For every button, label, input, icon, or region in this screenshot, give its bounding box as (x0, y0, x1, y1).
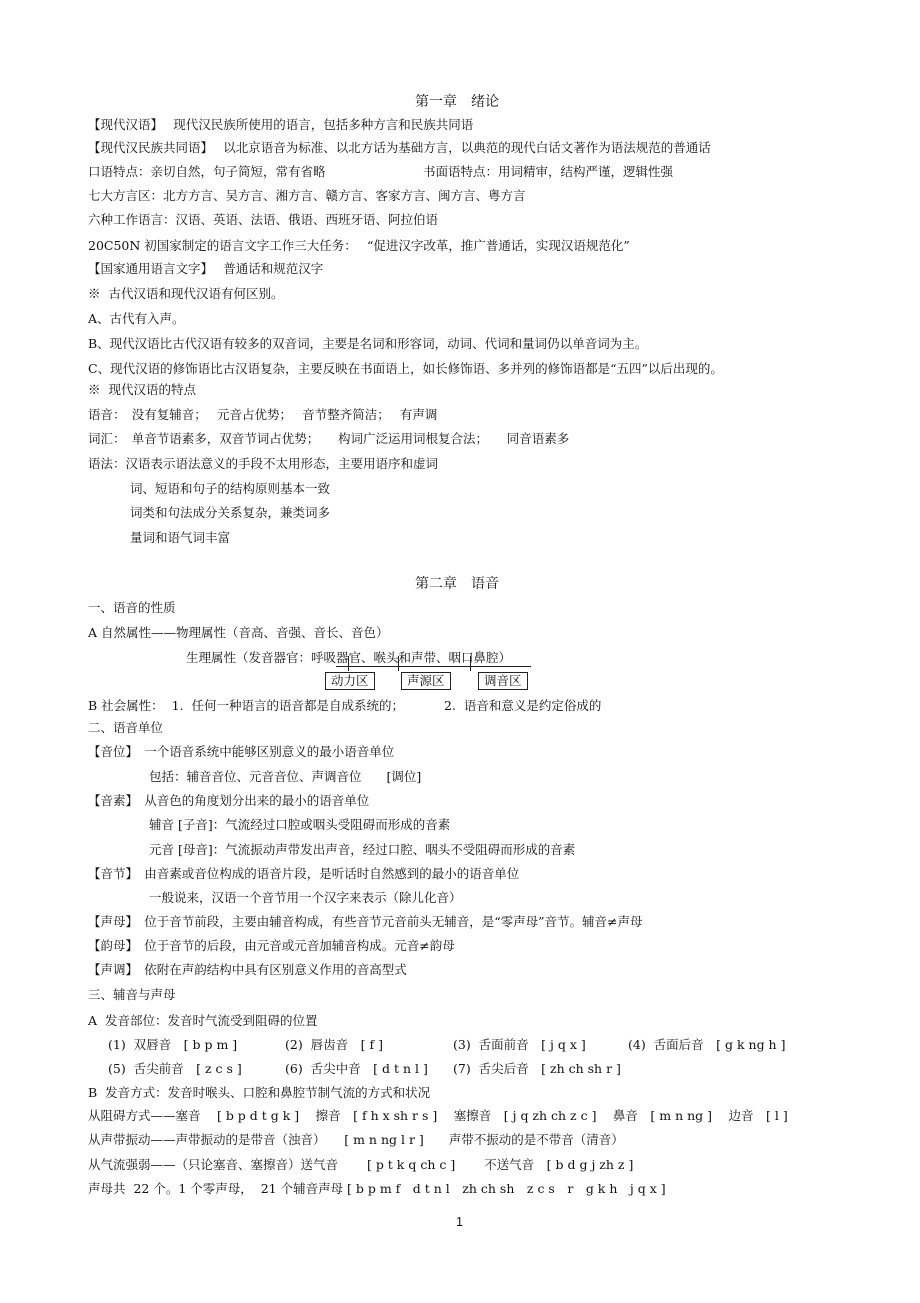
connector-line (398, 656, 399, 671)
final-definition: 【韵母】 位于音节的后段，由元音或元音加辅音构成。元音≠韵母 (88, 938, 455, 953)
difference-b: B、现代汉语比古代汉语有较多的双音词，主要是名词和形容词，动词、代词和量词仍以单音词为主。 (88, 336, 648, 351)
section-units: 二、语音单位 (88, 720, 164, 735)
articulation-manner: B 发音方式：发音时喉头、口腔和鼻腔节制气流的方式和状况 (88, 1085, 431, 1100)
grammar-point-3: 量词和语气词丰富 (130, 530, 231, 545)
phone-definition: 【音素】 从音色的角度划分出来的最小的语音单位 (88, 793, 370, 808)
place-retroflex: (7) 舌尖后音 [ zh ch sh r ] (453, 1061, 621, 1076)
consonant-definition: 辅音 [子音]：气流经过口腔或咽头受阻碍而形成的音素 (149, 817, 451, 832)
section-consonants: 三、辅音与声母 (88, 987, 176, 1002)
physiological-attribute: 生理属性（发音器官：呼吸器官、喉头和声带、咽口鼻腔） (186, 650, 512, 665)
phoneme-includes: 包括：辅音音位、元音音位、声调音位 [调位] (149, 769, 422, 784)
features-grammar: 语法：汉语表示语法意义的手段不太用形态，主要用语序和虚词 (88, 456, 439, 471)
national-common-language: 【国家通用语言文字】 普通话和规范汉字 (88, 261, 324, 276)
chapter1-title: 第一章 绪论 (415, 94, 499, 110)
place-alveolar: (6) 舌尖中音 [ d t n l ] (285, 1061, 428, 1076)
manner-obstruction: 从阻碍方式——塞音 [ b p d t g k ] 擦音 [ f h x sh r s ] 塞擦音 [ j q zh ch z c ] 鼻音 [ m n ng ] 边音 [ l ] (88, 1108, 788, 1123)
organ-underline (336, 666, 531, 667)
articulation-place: A 发音部位：发音时气流受到阻碍的位置 (88, 1013, 318, 1028)
dialect-areas: 七大方言区：北方方言、吴方言、湘方言、赣方言、客家方言、闽方言、粤方言 (88, 188, 526, 203)
spoken-features: 口语特点：亲切自然，句子简短，常有省略 (88, 164, 326, 179)
features-vocabulary: 词汇： 单音节语素多，双音节词占优势； 构词广泛运用词根复合法； 同音语素多 (88, 431, 570, 446)
box-sound-source-zone: 声源区 (401, 672, 451, 690)
page-number: 1 (456, 1215, 463, 1229)
question-differences: ※ 古代汉语和现代汉语有何区别。 (88, 286, 284, 301)
manner-aspiration: 从气流强弱——（只论塞音、塞擦音）送气音 [ p t k q ch c ] 不送气音 [ b d g j zh z ] (88, 1157, 634, 1172)
natural-attribute: A 自然属性——物理属性（音高、音强、音长、音色） (88, 625, 389, 640)
social-attribute-2: 2. 语音和意义是约定俗成的 (444, 698, 602, 713)
definition-common-language: 【现代汉民族共同语】 以北京语音为标准、以北方话为基础方言，以典范的现代白话文著作为语法规范的普通话 (88, 140, 711, 155)
chapter2-title: 第二章 语音 (415, 576, 499, 592)
place-dental: (5) 舌尖前音 [ z c s ] (108, 1061, 242, 1076)
place-velar: (4) 舌面后音 [ g k ng h ] (628, 1037, 786, 1052)
three-tasks: 20C50N 初国家制定的语言文字工作三大任务： “促进汉字改革，推广普通话，实现汉语规范化” (88, 238, 630, 253)
tone-definition: 【声调】 依附在声韵结构中具有区别意义作用的音高型式 (88, 962, 407, 977)
written-features: 书面语特点：用词精审，结构严谨，逻辑性强 (423, 164, 674, 179)
social-attribute: B 社会属性： 1. 任何一种语言的语音都是自成系统的； (88, 698, 404, 713)
phoneme-definition: 【音位】 一个语音系统中能够区别意义的最小语音单位 (88, 744, 395, 759)
box-articulation-zone: 调音区 (478, 672, 528, 690)
syllable-note: 一般说来，汉语一个音节用一个汉字来表示（除儿化音） (149, 890, 462, 905)
grammar-point-1: 词、短语和句子的结构原则基本一致 (130, 481, 331, 496)
definition-modern-chinese: 【现代汉语】 现代汉民族所使用的语言，包括多种方言和民族共同语 (88, 117, 474, 132)
place-labiodental: (2) 唇齿音 [ f ] (285, 1037, 383, 1052)
connector-line (348, 656, 349, 671)
place-alveolopalatal: (3) 舌面前音 [ j q x ] (453, 1037, 586, 1052)
box-power-zone: 动力区 (325, 672, 375, 690)
grammar-point-2: 词类和句法成分关系复杂，兼类词多 (130, 505, 331, 520)
connector-line (470, 656, 471, 671)
working-languages: 六种工作语言：汉语、英语、法语、俄语、西班牙语、阿拉伯语 (88, 212, 439, 227)
place-bilabial: (1) 双唇音 [ b p m ] (108, 1037, 238, 1052)
syllable-definition: 【音节】 由音素或音位构成的语音片段，是听话时自然感到的最小的语音单位 (88, 866, 520, 881)
manner-vocal-cords: 从声带振动——声带振动的是带音（浊音） [ m n ng l r ] 声带不振动的是不带音（清音） (88, 1132, 624, 1147)
section-nature: 一、语音的性质 (88, 600, 176, 615)
vowel-definition: 元音 [母音]：气流振动声带发出声音，经过口腔、咽头不受阻碍而形成的音素 (149, 842, 576, 857)
initial-definition: 【声母】 位于音节前段，主要由辅音构成，有些音节元音前头无辅音，是“零声母”音节。辅音≠声母 (88, 914, 643, 929)
initials-summary: 声母共 22 个。1 个零声母， 21 个辅音声母 [ b p m f d t n l zh ch sh z c s r g k h j q x ] (88, 1181, 666, 1196)
difference-c: C、现代汉语的修饰语比古汉语复杂，主要反映在书面语上，如长修饰语、多并列的修饰语都是“五四”以后出现的。 (88, 361, 723, 376)
features-heading: ※ 现代汉语的特点 (88, 382, 196, 397)
features-phonetics: 语音： 没有复辅音； 元音占优势； 音节整齐简洁； 有声调 (88, 407, 438, 422)
difference-a: A、古代有入声。 (88, 311, 185, 326)
